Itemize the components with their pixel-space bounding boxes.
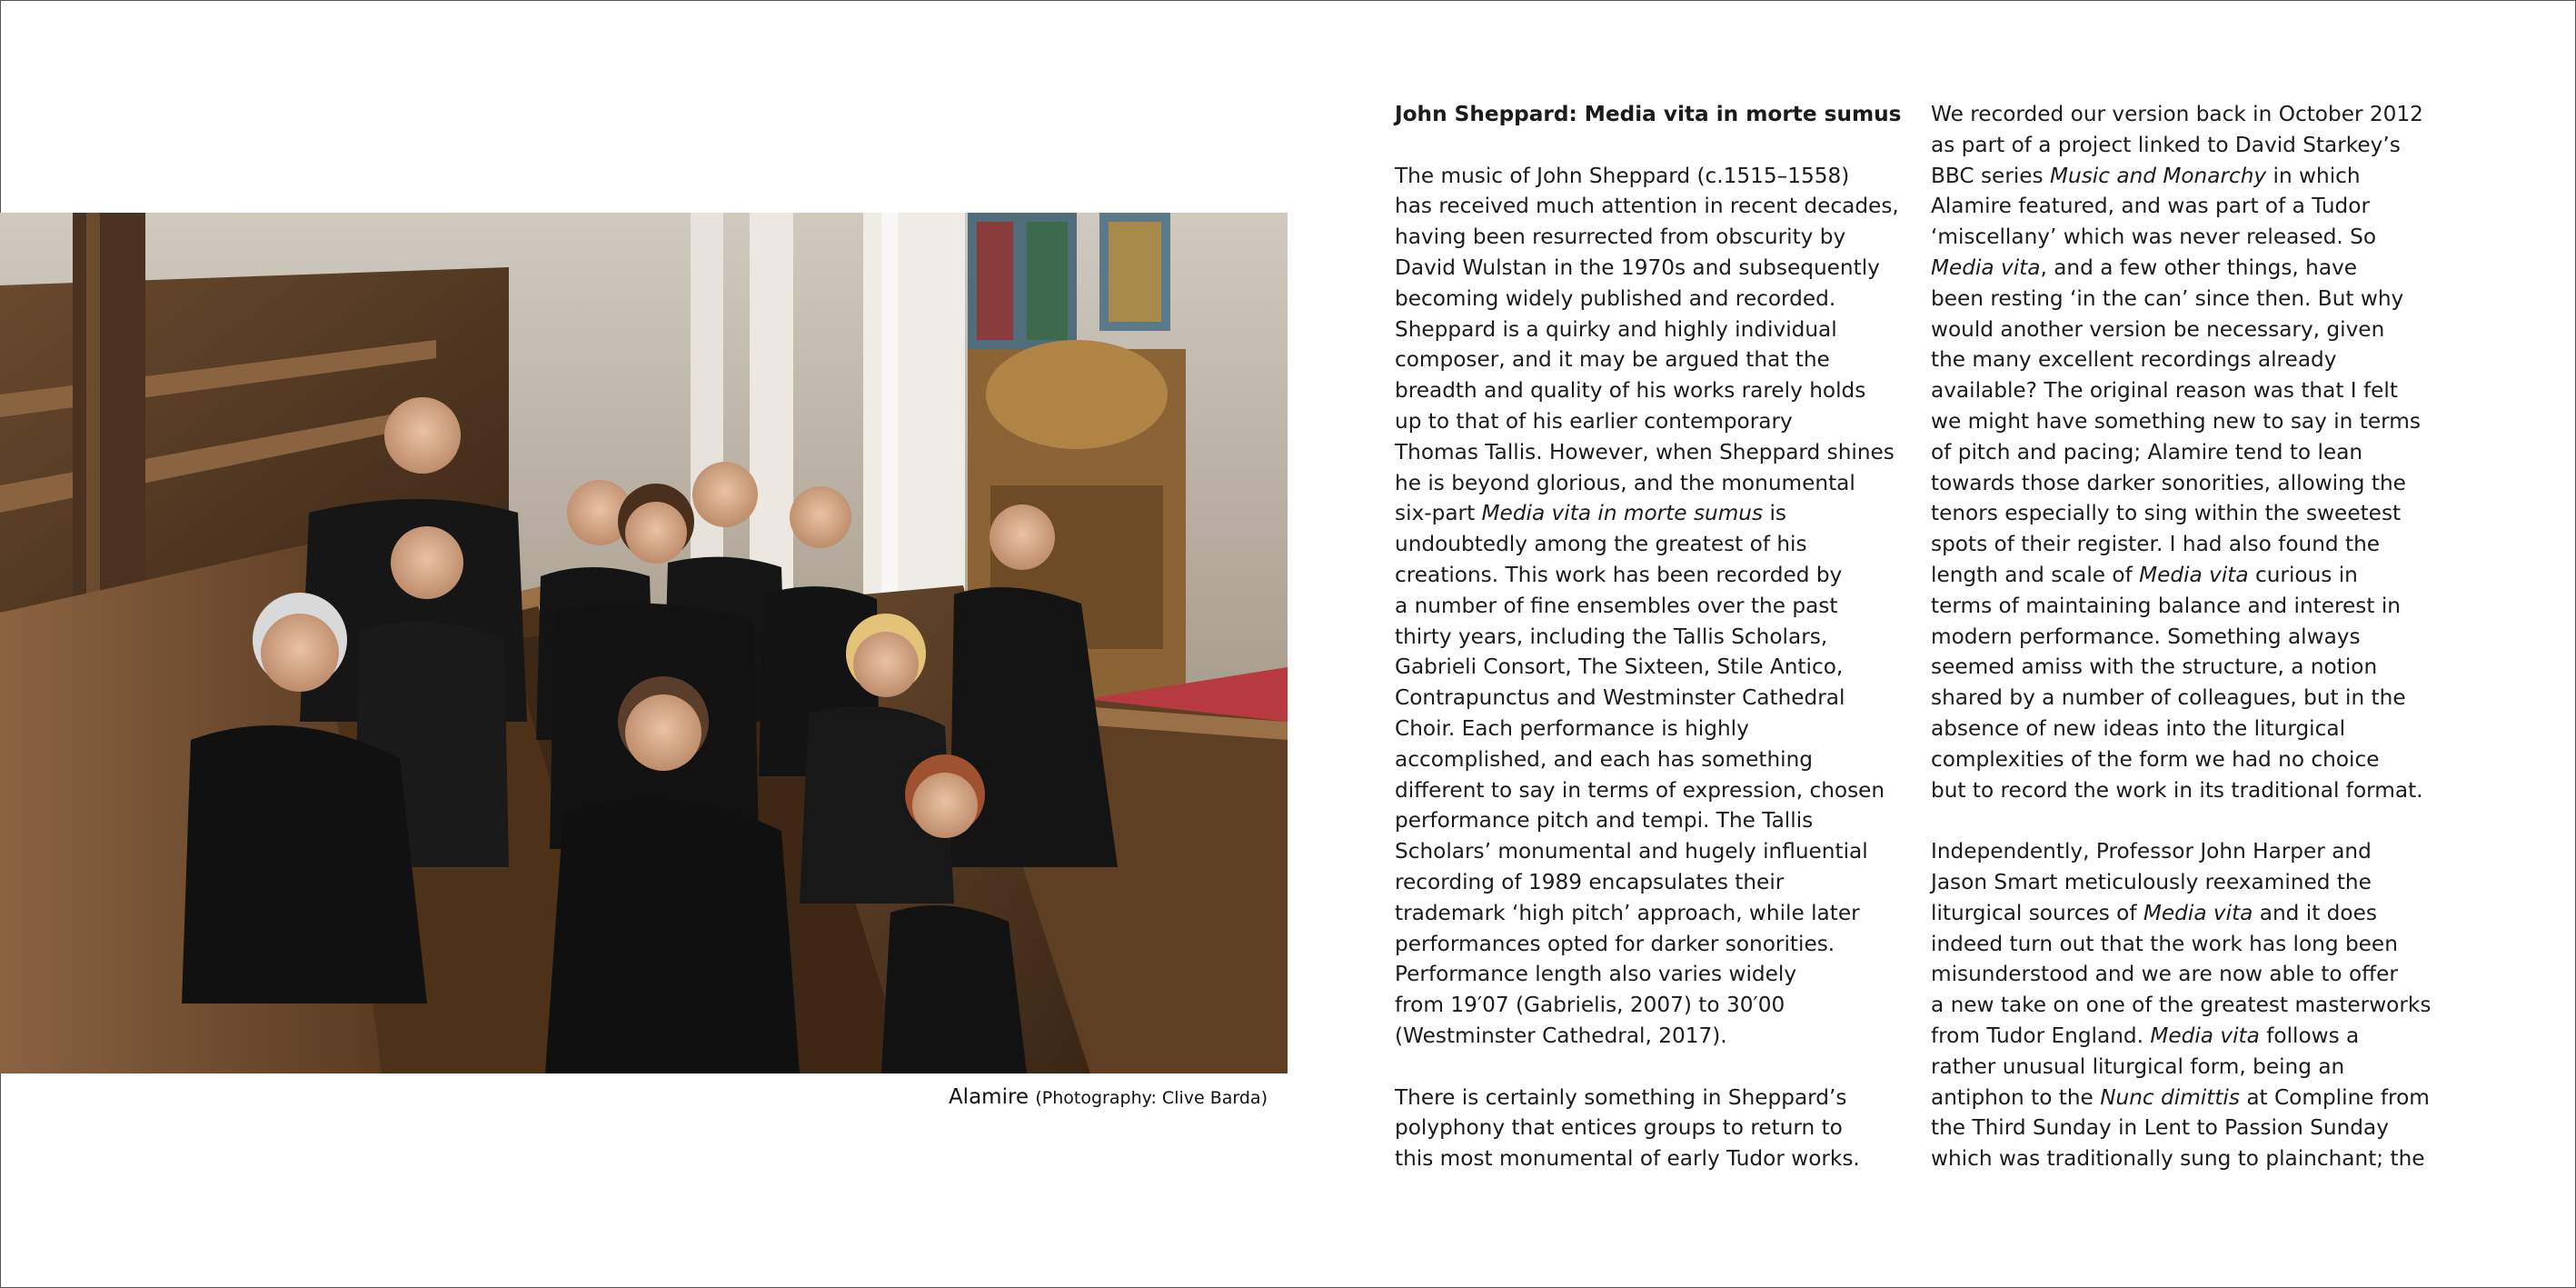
text-line: seemed amiss with the structure, a notion: [1931, 654, 2378, 680]
text-line: six-part Media vita in morte sumus is: [1395, 501, 1786, 526]
text-line: absence of new ideas into the liturgical: [1931, 715, 2346, 741]
text-line: misunderstood and we are now able to offer: [1931, 962, 2398, 987]
text-line: polyphony that entices groups to return to: [1395, 1115, 1843, 1141]
text-line: undoubtedly among the greatest of his: [1395, 532, 1807, 557]
text-line: BBC series Music and Monarchy in which: [1931, 163, 2361, 188]
text-line: creations. This work has been recorded by: [1395, 562, 1843, 587]
text-line: having been resurrected from obscurity by: [1395, 225, 1846, 250]
text-line: has received much attention in recent decades,: [1395, 194, 1899, 219]
ensemble-photo-illustration: [0, 213, 1288, 1073]
text-line: modern performance. Something always: [1931, 624, 2361, 649]
text-line: Media vita, and a few other things, have: [1931, 255, 2358, 280]
italic-title: Music and Monarchy: [2050, 163, 2267, 188]
photo-caption: [949, 1085, 1268, 1109]
text-line: The music of John Sheppard (c.1515–1558): [1395, 163, 1850, 188]
text-line: complexities of the form we had no choice: [1931, 746, 2380, 772]
text-line: indeed turn out that the work has long been: [1931, 931, 2398, 956]
text-line: up to that of his earlier contemporary: [1395, 408, 1793, 434]
text-line: David Wulstan in the 1970s and subsequently: [1395, 255, 1880, 280]
text-line: as part of a project linked to David Starkey’s: [1931, 132, 2401, 157]
text-column-2: [1931, 99, 2440, 1174]
text-line: been resting ‘in the can’ since then. But why: [1931, 285, 2404, 311]
col1-paragraph-2: [1395, 1083, 1904, 1174]
text-line: from Tudor England. Media vita follows a: [1931, 1023, 2360, 1048]
text-line: ‘miscellany’ which was never released. So: [1931, 225, 2377, 250]
text-line: available? The original reason was that I felt: [1931, 378, 2398, 404]
text-line: we might have something new to say in terms: [1931, 408, 2421, 434]
text-line: performance pitch and tempi. The Tallis: [1395, 808, 1814, 834]
text-line: thirty years, including the Tallis Scholars,: [1395, 624, 1828, 649]
text-line: he is beyond glorious, and the monumental: [1395, 470, 1855, 495]
text-line: There is certainly something in Sheppard’s: [1395, 1084, 1847, 1110]
text-line: breadth and quality of his works rarely holds: [1395, 378, 1866, 404]
text-line: Alamire featured, and was part of a Tudor: [1931, 194, 2370, 219]
text-line: a new take on one of the greatest masterworks: [1931, 993, 2432, 1018]
text-line: Performance length also varies widely: [1395, 962, 1797, 987]
text-line: different to say in terms of expression, chosen: [1395, 777, 1885, 803]
text-line: spots of their register. I had also found the: [1931, 532, 2381, 557]
italic-title: Media vita: [2143, 900, 2253, 925]
text-line: shared by a number of colleagues, but in the: [1931, 685, 2406, 711]
text-line: a number of fine ensembles over the past: [1395, 593, 1838, 618]
text-line: length and scale of Media vita curious in: [1931, 562, 2358, 587]
text-line: liturgical sources of Media vita and it does: [1931, 900, 2377, 925]
text-line: Choir. Each performance is highly: [1395, 715, 1749, 741]
ensemble-photo: [0, 213, 1288, 1073]
text-line: Independently, Professor John Harper and: [1931, 839, 2372, 864]
text-line: Scholars’ monumental and hugely influential: [1395, 839, 1868, 864]
text-line: Gabrieli Consort, The Sixteen, Stile Antico,: [1395, 654, 1844, 680]
col1-paragraph-1: [1395, 161, 1904, 1052]
text-line: which was traditionally sung to plainchant; the: [1931, 1146, 2425, 1172]
text-line: antiphon to the Nunc dimittis at Compline from: [1931, 1084, 2430, 1110]
text-line: We recorded our version back in October 2012: [1931, 102, 2423, 126]
text-line: would another version be necessary, given: [1931, 316, 2385, 342]
text-column-1: [1395, 99, 1904, 1174]
text-line: tenors especially to sing within the sweetest: [1931, 501, 2402, 526]
text-line: Contrapunctus and Westminster Cathedral: [1395, 685, 1845, 711]
text-line: trademark ‘high pitch’ approach, while later: [1395, 900, 1860, 925]
italic-title: Nunc dimittis: [2100, 1084, 2240, 1110]
italic-title: Media vita in morte sumus: [1481, 501, 1764, 526]
text-line: but to record the work in its traditional format.: [1931, 777, 2423, 803]
text-line: Sheppard is a quirky and highly individual: [1395, 316, 1837, 342]
text-line: of pitch and pacing; Alamire tend to lean: [1931, 439, 2363, 464]
text-line: (Westminster Cathedral, 2017).: [1395, 1023, 1727, 1048]
text-line: towards those darker sonorities, allowing the: [1931, 470, 2406, 495]
text-line: the Third Sunday in Lent to Passion Sunday: [1931, 1115, 2389, 1141]
text-line: recording of 1989 encapsulates their: [1395, 869, 1785, 894]
italic-title: Media vita: [2139, 562, 2249, 587]
italic-title: Media vita: [1931, 255, 2041, 280]
text-line: rather unusual liturgical form, being an: [1931, 1053, 2345, 1079]
text-line: this most monumental of early Tudor works.: [1395, 1146, 1860, 1172]
caption-name: Alamire: [948, 1085, 1029, 1109]
text-line: accomplished, and each has something: [1395, 746, 1813, 772]
col2-paragraph-2: [1931, 836, 2440, 1174]
caption-credit: (Photography: Clive Barda): [1035, 1088, 1268, 1108]
text-line: from 19′07 (Gabrielis, 2007) to 30′00: [1395, 993, 1785, 1018]
text-line: composer, and it may be argued that the: [1395, 347, 1830, 373]
text-line: terms of maintaining balance and interest in: [1931, 593, 2401, 618]
text-line: the many excellent recordings already: [1931, 347, 2337, 373]
col2-paragraph-1: [1931, 99, 2440, 805]
article-title: John Sheppard: Media vita in morte sumus: [1395, 102, 1902, 126]
text-line: Thomas Tallis. However, when Sheppard shines: [1395, 439, 1895, 464]
text-line: Jason Smart meticulously reexamined the: [1931, 869, 2372, 894]
text-line: performances opted for darker sonorities.: [1395, 931, 1835, 956]
italic-title: Media vita: [2150, 1023, 2260, 1048]
text-line: becoming widely published and recorded.: [1395, 285, 1836, 311]
